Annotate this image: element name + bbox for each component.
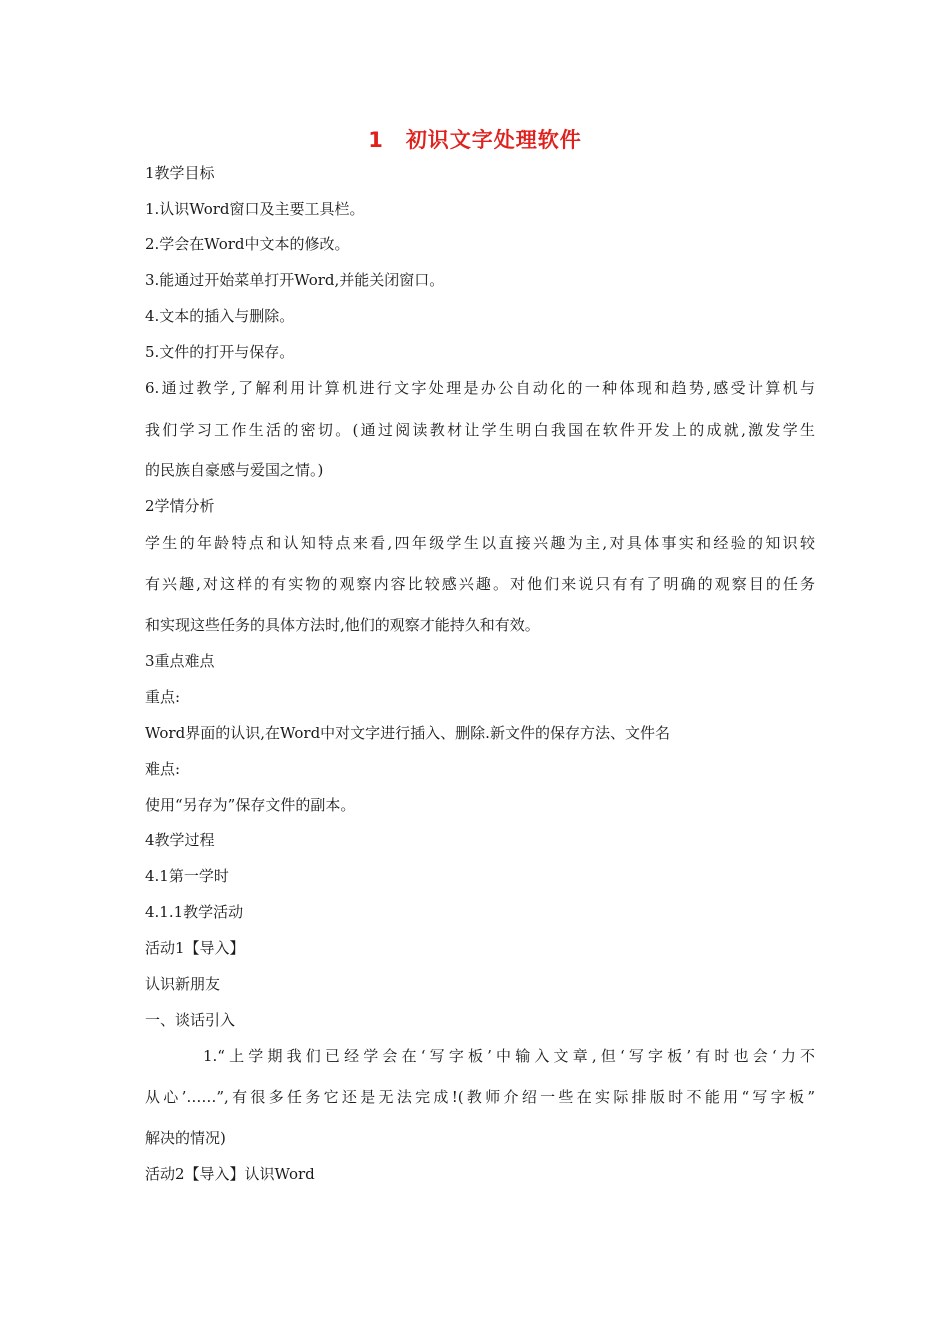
heading-teaching-activities: 4.1.1教学活动 (145, 903, 244, 921)
goal-item-6-line-2: 我们学习工作生活的密切。(通过阅读教材让学生明白我国在软件开发上的成就,激发学生 (145, 421, 815, 439)
activity-1-subtitle: 认识新朋友 (145, 975, 221, 993)
title-number: 1 (368, 128, 384, 152)
section-intro-talk: 一、谈话引入 (145, 1011, 236, 1029)
analysis-line-1: 学生的年龄特点和认知特点来看,四年级学生以直接兴趣为主,对具体事实和经验的知识较 (145, 534, 815, 552)
key-points-text: Word界面的认识,在Word中对文字进行插入、删除.新文件的保存方法、文件名 (145, 724, 670, 742)
heading-first-period: 4.1第一学时 (145, 867, 229, 885)
goal-item-6-line-3: 的民族自豪感与爱国之情。) (145, 461, 324, 479)
goal-item-1: 1.认识Word窗口及主要工具栏。 (145, 200, 365, 218)
intro-paragraph-line-3: 解决的情况) (145, 1129, 226, 1147)
difficult-points-text: 使用“另存为”保存文件的副本。 (145, 796, 356, 814)
difficult-points-label: 难点: (145, 760, 181, 778)
intro-paragraph-line-2: 从心’……”,有很多任务它还是无法完成!(教师介绍一些在实际排版时不能用“写字板” (145, 1088, 815, 1106)
goal-item-5: 5.文件的打开与保存。 (145, 343, 295, 361)
activity-2-heading: 活动2【导入】认识Word (145, 1165, 315, 1183)
activity-1-heading: 活动1【导入】 (145, 939, 245, 957)
goal-item-6-line-1: 6.通过教学,了解利用计算机进行文字处理是办公自动化的一种体现和趋势,感受计算机与 (145, 379, 815, 397)
heading-teaching-process: 4教学过程 (145, 831, 215, 849)
analysis-line-3: 和实现这些任务的具体方法时,他们的观察才能持久和有效。 (145, 616, 540, 634)
heading-key-difficult: 3重点难点 (145, 652, 215, 670)
goal-item-2: 2.学会在Word中文本的修改。 (145, 235, 350, 253)
document-title (0, 124, 950, 154)
analysis-line-2: 有兴趣,对这样的有实物的观察内容比较感兴趣。对他们来说只有有了明确的观察目的任务 (145, 575, 815, 593)
heading-teaching-goals: 1教学目标 (145, 164, 215, 182)
intro-paragraph-line-1: 1.“上学期我们已经学会在‘写字板’中输入文章,但‘写字板’有时也会‘力不 (203, 1047, 815, 1065)
goal-item-4: 4.文本的插入与删除。 (145, 307, 295, 325)
goal-item-3: 3.能通过开始菜单打开Word,并能关闭窗口。 (145, 271, 445, 289)
title-text: 初识文字处理软件 (405, 128, 582, 152)
heading-learner-analysis: 2学情分析 (145, 497, 215, 515)
key-points-label: 重点: (145, 688, 181, 706)
